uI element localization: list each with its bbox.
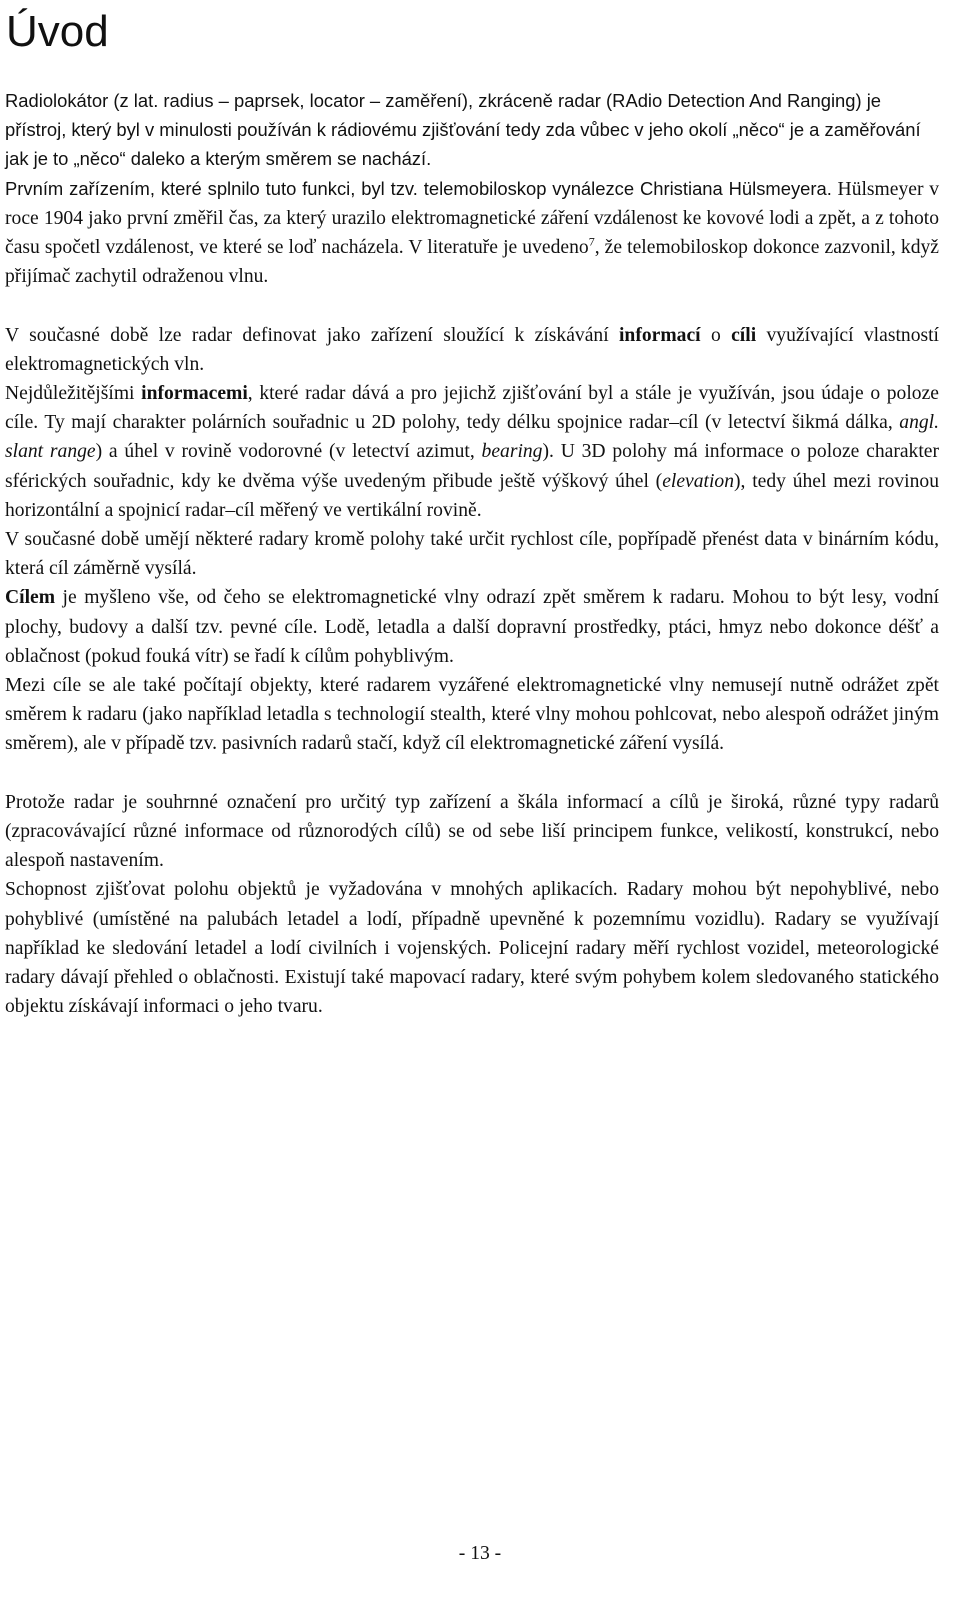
term-informacemi: informacemi xyxy=(141,383,248,405)
paragraph-applications: Schopnost zjišťovat polohu objektů je vyžadována v mnohých aplikacích. Radary mohou být nepohyblivé, nebo pohyblivé (umístěné na palubách letadel a lodí, případně upevněné k pozemnímu vozidlu). Radary se využívají například ke sledování letadel a lodí civilních i vojenských. Policejní radary měří rychlost vozidel, meteorologické radary dávají přehled o oblačnosti. Existují také mapovací radary, které svým pohybem kolem sledovaného statického objektu získávají informaci o jeho tvaru. xyxy=(5,879,939,1018)
information-text-2: ) a úhel v rovině vodorovné (v letectví azimut, xyxy=(95,441,482,463)
paragraph-types: Protože radar je souhrnné označení pro určitý typ zařízení a škála informací a cílů je široká, různé typy radarů (zpracovávající různé informace od různorodých cílů) se od sebe liší principem funkce, velikostí, konstrukcí, nebo alespoň nastavením. xyxy=(5,791,939,872)
definition-text: V současné době lze radar definovat jako zařízení sloužící k získávání xyxy=(5,324,619,346)
footnote-reference: 7 xyxy=(588,234,595,249)
term-cili: cíli xyxy=(731,324,757,346)
paragraph-radar-intro: Radiolokátor (z lat. radius – paprsek, locator – zaměření), zkráceně radar (RAdio Detection And Ranging) je přístroj, který byl v minulosti používán k rádiovému zjišťování tedy zda vůbec v jeho okolí „něco“ je a zaměřování jak je to „něco“ daleko a kterým směrem se nachází. xyxy=(5,90,921,170)
definition-connector: o xyxy=(700,324,732,346)
term-informaci: informací xyxy=(618,324,701,346)
history-sentence: Hülsmeyer v roce 1904 jako první změřil čas, za který urazilo elektromagnetické záření vzdálenost ke kovové lodi a zpět, a z tohoto času spočetl vzdálenost, ve které se loď nacházela. V literatuře je uvedeno xyxy=(5,178,939,259)
history-sentence-end: , že telemobiloskop dokonce zazvonil, když přijímač zachytil odraženou vlnu. xyxy=(5,237,939,288)
paragraph-definition xyxy=(5,321,939,379)
history-sentence-sans: Prvním zařízením, které splnilo tuto funkci, byl tzv. telemobiloskop vynálezce Christiana Hülsmeyera. xyxy=(5,177,832,199)
paragraph-history xyxy=(5,174,939,292)
paragraph-velocity: V současné době umějí některé radary kromě polohy také určit rychlost cíle, popřípadě přenést data v binárním kódu, která cíl záměrně vysílá. xyxy=(5,529,939,580)
information-intro: Nejdůležitějšími xyxy=(5,383,142,405)
paragraph-passive: Mezi cíle se ale také počítají objekty, které radarem vyzářené elektromagnetické vlny nemusejí nutně odrážet zpět směrem k radaru (jako například letadla s technologií stealth, které vlny mohou pohlcovat, nebo alespoň odrážet jiným směrem), ale v případě tzv. pasivních radarů stačí, když cíl elektromagnetické záření vysílá. xyxy=(5,675,939,755)
term-elevation: elevation xyxy=(662,470,734,492)
paragraph-targets xyxy=(5,583,939,671)
definition-end: využívající vlastností elektromagnetických vln. xyxy=(5,324,940,375)
information-text-3: ). U 3D polohy má informace o poloze charakter sférických souřadnic, kdy ke dvěma výše uvedeným přibude ještě výškový úhel ( xyxy=(5,441,939,492)
term-slant-range: angl. slant range xyxy=(5,412,939,463)
body-text xyxy=(5,86,939,1021)
paragraph-information xyxy=(5,379,939,525)
information-text: , které radar dává a pro jejichž zjišťování byl a stále je využíván, jsou údaje o poloze cíle. Ty mají charakter polárních souřadnic u 2D polohy, tedy délku spojnice radar–cíl (v letectví šikmá dálka, xyxy=(5,383,939,434)
targets-text: je myšleno vše, od čeho se elektromagnetické vlny odrazí zpět směrem k radaru. Mohou to být lesy, vodní plochy, budovy a další tzv. pevné cíle. Lodě, letadla a další dopravní prostředky, ptáci, hmyz nebo dokonce déšť a oblačnost (pokud fouká vítr) se řadí k cílům pohyblivým. xyxy=(5,587,939,667)
information-text-4: ), tedy úhel mezi rovinou horizontální a spojnicí radar–cíl měřený ve vertikální rovině. xyxy=(5,470,939,521)
term-bearing: bearing xyxy=(481,441,543,463)
section-heading: Úvod xyxy=(6,7,109,56)
term-cilem: Cílem xyxy=(5,587,56,609)
page-number: - 13 - xyxy=(458,1543,502,1564)
